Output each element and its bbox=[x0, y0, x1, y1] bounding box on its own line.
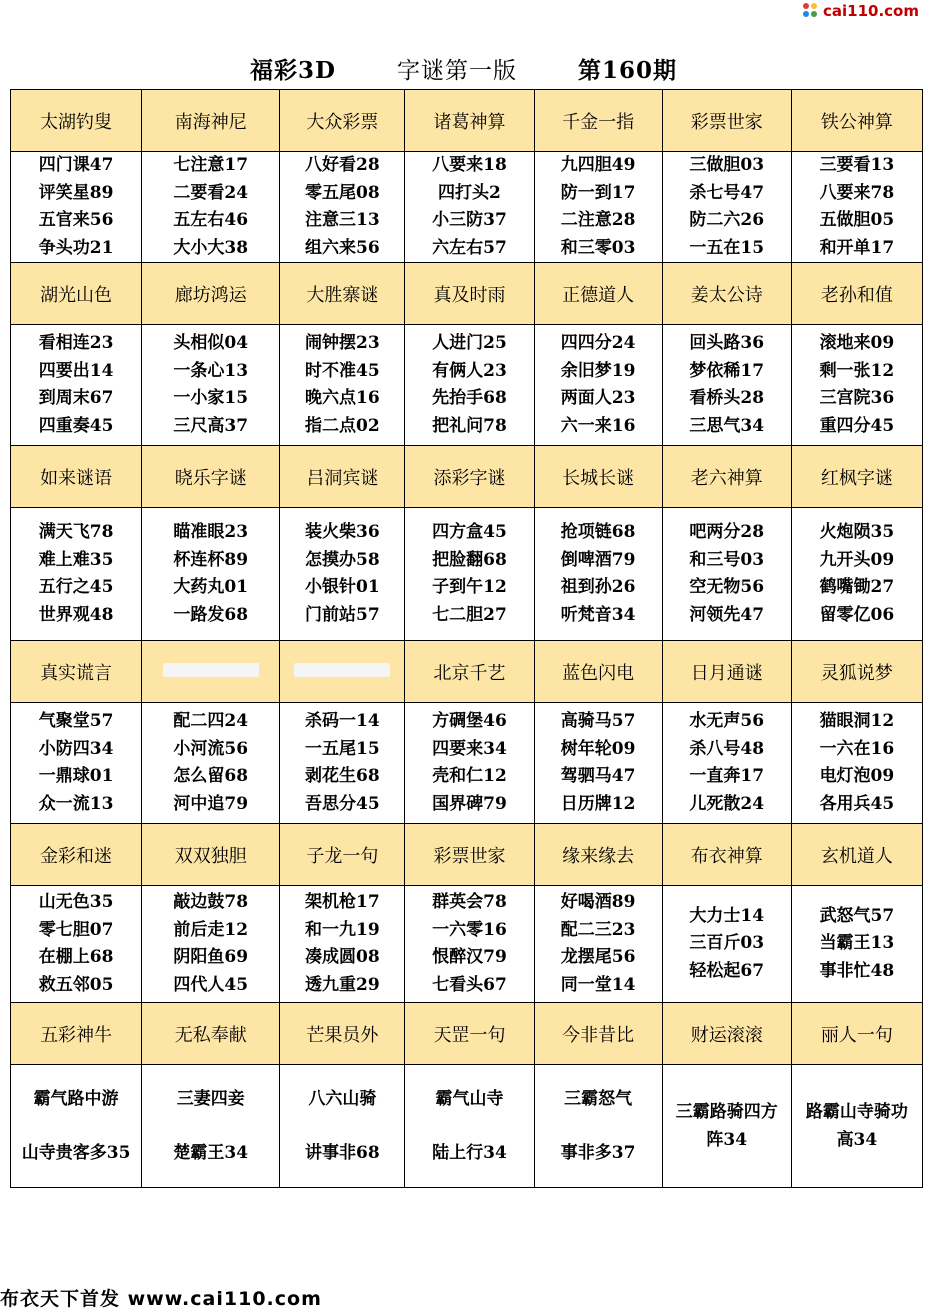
riddle-row bbox=[11, 1065, 923, 1188]
title-issue: 第160期 bbox=[577, 57, 677, 84]
riddle-line: 四方盒45 bbox=[432, 522, 507, 542]
riddle-line: 霸气路中游 bbox=[33, 1089, 119, 1109]
riddle-row bbox=[11, 325, 923, 446]
riddle-line: 和一九19 bbox=[305, 919, 380, 940]
riddle-line: 五做胆05 bbox=[819, 210, 895, 230]
riddle-line: 壳和仁12 bbox=[432, 766, 507, 786]
riddle-line: 河领先47 bbox=[689, 604, 765, 625]
riddle-cell bbox=[142, 508, 280, 641]
header-row bbox=[11, 824, 923, 886]
riddle-line: 一鼎球01 bbox=[38, 766, 114, 786]
riddle-line: 三百斤03 bbox=[689, 933, 765, 954]
riddle-line: 小河流56 bbox=[173, 738, 249, 759]
riddle-line: 九四胆49 bbox=[560, 155, 636, 175]
riddle-line: 事非忙48 bbox=[819, 960, 895, 981]
riddle-line: 组六来56 bbox=[305, 237, 380, 258]
author-header: 老六神算 bbox=[662, 446, 791, 508]
riddle-line: 配二四24 bbox=[173, 711, 249, 731]
riddle-cell bbox=[405, 508, 534, 641]
riddle-row bbox=[11, 152, 923, 263]
riddle-line: 群英会78 bbox=[432, 892, 507, 912]
riddle-line: 时不准45 bbox=[305, 360, 380, 381]
riddle-line: 看相连23 bbox=[38, 333, 114, 353]
riddle-line: 注意三13 bbox=[305, 210, 380, 230]
riddle-line: 一小家15 bbox=[173, 388, 249, 408]
riddle-cell bbox=[534, 886, 662, 1003]
riddle-line: 四打头2 bbox=[438, 182, 501, 203]
riddle-line: 门前站57 bbox=[305, 604, 380, 625]
author-header: 正德道人 bbox=[534, 263, 662, 325]
author-header: 真实谎言 bbox=[11, 641, 142, 703]
riddle-cell bbox=[280, 325, 405, 446]
author-header: 双双独胆 bbox=[142, 824, 280, 886]
riddle-line: 一条心13 bbox=[173, 360, 249, 381]
riddle-line: 倒啤酒79 bbox=[560, 549, 636, 570]
riddle-line: 八要来18 bbox=[432, 155, 507, 175]
riddle-line: 路霸山寺骑功 bbox=[805, 1102, 908, 1122]
riddle-cell bbox=[142, 325, 280, 446]
riddle-line: 气聚堂57 bbox=[38, 711, 114, 731]
riddle-line: 山无色35 bbox=[38, 892, 114, 912]
author-header: 铁公神算 bbox=[791, 90, 922, 152]
riddle-line: 七看头67 bbox=[432, 974, 507, 995]
header-row bbox=[11, 446, 923, 508]
riddle-cell bbox=[11, 152, 142, 263]
author-header: 无私奉献 bbox=[142, 1003, 280, 1065]
riddle-cell bbox=[534, 703, 662, 824]
riddle-line: 霸气山寺 bbox=[435, 1089, 504, 1109]
author-header: 廊坊鸿运 bbox=[142, 263, 280, 325]
riddle-line: 武怒气57 bbox=[819, 905, 895, 926]
riddle-line: 防一到17 bbox=[560, 182, 636, 203]
riddle-cell bbox=[11, 1065, 142, 1188]
riddle-line: 八六山骑 bbox=[308, 1089, 377, 1109]
riddle-line: 八好看28 bbox=[305, 155, 380, 175]
riddle-line: 怎摸办58 bbox=[305, 549, 380, 570]
riddle-line: 阵34 bbox=[706, 1130, 748, 1150]
riddle-line: 驾驷马47 bbox=[560, 766, 636, 786]
riddle-cell bbox=[280, 152, 405, 263]
riddle-line: 抢项链68 bbox=[560, 522, 636, 542]
riddle-cell bbox=[142, 886, 280, 1003]
riddle-line: 楚霸王34 bbox=[173, 1143, 249, 1163]
riddle-cell bbox=[11, 886, 142, 1003]
riddle-line: 凑成圆08 bbox=[305, 947, 380, 967]
riddle-row bbox=[11, 886, 923, 1003]
riddle-line: 四四分24 bbox=[560, 333, 636, 353]
riddle-line: 大小大38 bbox=[173, 237, 249, 258]
riddle-line: 杯连杯89 bbox=[173, 549, 249, 570]
riddle-line: 鹤嘴锄27 bbox=[819, 577, 895, 597]
riddle-line: 二注意28 bbox=[560, 210, 636, 230]
riddle-cell bbox=[662, 886, 791, 1003]
riddle-line: 一五在15 bbox=[689, 237, 765, 258]
riddle-line: 讲事非68 bbox=[305, 1143, 380, 1163]
riddle-cell bbox=[405, 1065, 534, 1188]
riddle-line: 配二三23 bbox=[560, 919, 636, 940]
riddle-line: 高骑马57 bbox=[560, 711, 636, 731]
riddle-line: 小三防37 bbox=[432, 210, 507, 230]
riddle-cell bbox=[662, 703, 791, 824]
riddle-cell bbox=[280, 886, 405, 1003]
riddle-line: 四要来34 bbox=[432, 738, 507, 759]
author-header: 彩票世家 bbox=[405, 824, 534, 886]
author-header: 添彩字谜 bbox=[405, 446, 534, 508]
author-header bbox=[280, 641, 405, 703]
author-header: 真及时雨 bbox=[405, 263, 534, 325]
riddle-line: 余旧梦19 bbox=[560, 360, 636, 381]
author-header: 大众彩票 bbox=[280, 90, 405, 152]
riddle-line: 龙摆尾56 bbox=[560, 947, 636, 967]
riddle-line: 四要出14 bbox=[38, 360, 114, 381]
riddle-line: 大药丸01 bbox=[173, 577, 249, 597]
line-gap bbox=[280, 1113, 404, 1139]
riddle-line: 世界观48 bbox=[38, 604, 114, 625]
riddle-line: 方碉堡46 bbox=[432, 711, 507, 731]
title-subtitle: 字谜第一版 bbox=[396, 58, 517, 84]
riddle-line: 三妻四妾 bbox=[176, 1089, 245, 1109]
author-header: 吕洞宾谜 bbox=[280, 446, 405, 508]
author-header: 蓝色闪电 bbox=[534, 641, 662, 703]
riddle-line: 电灯泡09 bbox=[819, 766, 895, 786]
riddle-cell bbox=[791, 508, 922, 641]
riddle-line: 三宫院36 bbox=[819, 388, 895, 408]
riddle-line: 小防四34 bbox=[38, 738, 114, 759]
riddle-line: 河中追79 bbox=[173, 793, 249, 814]
header-row bbox=[11, 1003, 923, 1065]
riddle-line: 救五邻05 bbox=[38, 974, 114, 995]
author-header: 老孙和值 bbox=[791, 263, 922, 325]
author-header: 如来谜语 bbox=[11, 446, 142, 508]
author-header: 五彩神牛 bbox=[11, 1003, 142, 1065]
riddle-line: 和开单17 bbox=[819, 237, 895, 258]
riddle-line: 架机枪17 bbox=[305, 892, 380, 912]
riddle-line: 九开头09 bbox=[819, 549, 895, 570]
riddle-line: 子到午12 bbox=[432, 577, 507, 597]
riddle-cell bbox=[142, 152, 280, 263]
riddle-line: 把脸翻68 bbox=[432, 549, 507, 570]
riddle-cell bbox=[662, 152, 791, 263]
riddle-cell bbox=[534, 508, 662, 641]
riddle-line: 重四分45 bbox=[819, 415, 895, 436]
riddle-cell bbox=[280, 703, 405, 824]
riddle-line: 五行之45 bbox=[38, 577, 114, 597]
riddle-line: 好喝酒89 bbox=[560, 892, 636, 912]
riddle-cell bbox=[405, 152, 534, 263]
riddle-line: 五官来56 bbox=[38, 210, 114, 230]
riddle-line: 到周末67 bbox=[38, 388, 114, 408]
riddle-line: 和三零03 bbox=[560, 237, 636, 258]
author-header: 姜太公诗 bbox=[662, 263, 791, 325]
riddle-line: 评笑星89 bbox=[38, 182, 114, 203]
author-header: 今非昔比 bbox=[534, 1003, 662, 1065]
riddle-line: 山寺贵客多35 bbox=[21, 1143, 131, 1163]
riddle-line: 当霸王13 bbox=[819, 933, 895, 954]
riddle-row bbox=[11, 703, 923, 824]
riddle-line: 三做胆03 bbox=[689, 155, 765, 175]
riddle-line: 一六零16 bbox=[432, 919, 507, 940]
riddle-line: 剥花生68 bbox=[305, 766, 380, 786]
riddle-line: 八要来78 bbox=[819, 182, 895, 203]
riddle-cell bbox=[791, 325, 922, 446]
riddle-table bbox=[10, 89, 923, 1188]
riddle-line: 有俩人23 bbox=[432, 360, 507, 381]
author-header: 湖光山色 bbox=[11, 263, 142, 325]
riddle-line: 恨醉汉79 bbox=[432, 947, 507, 967]
riddle-line: 装火柴36 bbox=[305, 522, 380, 542]
riddle-line: 零五尾08 bbox=[305, 182, 380, 203]
riddle-cell bbox=[791, 1065, 922, 1188]
riddle-line: 争头功21 bbox=[38, 237, 114, 258]
riddle-line: 高34 bbox=[836, 1130, 878, 1150]
riddle-line: 瞄准眼23 bbox=[173, 522, 249, 542]
author-header: 北京千艺 bbox=[405, 641, 534, 703]
riddle-line: 儿死散24 bbox=[689, 793, 765, 814]
riddle-line: 闹钟摆23 bbox=[305, 333, 380, 353]
riddle-line: 空无物56 bbox=[689, 577, 765, 597]
riddle-line: 三要看13 bbox=[819, 155, 895, 175]
riddle-line: 七注意17 bbox=[173, 155, 249, 175]
riddle-line: 晚六点16 bbox=[305, 388, 380, 408]
riddle-line: 日历牌12 bbox=[560, 793, 636, 814]
riddle-line: 三霸怒气 bbox=[564, 1089, 633, 1109]
author-header: 子龙一句 bbox=[280, 824, 405, 886]
riddle-line: 七二胆27 bbox=[432, 604, 507, 625]
author-header: 日月通谜 bbox=[662, 641, 791, 703]
riddle-line: 六左右57 bbox=[432, 237, 507, 258]
author-header: 财运滚滚 bbox=[662, 1003, 791, 1065]
author-header: 灵狐说梦 bbox=[791, 641, 922, 703]
riddle-line: 指二点02 bbox=[305, 415, 380, 436]
riddle-cell bbox=[405, 703, 534, 824]
riddle-cell bbox=[11, 325, 142, 446]
author-header: 丽人一句 bbox=[791, 1003, 922, 1065]
site-logo[interactable] bbox=[803, 2, 919, 20]
line-gap bbox=[535, 1113, 662, 1139]
riddle-cell bbox=[662, 325, 791, 446]
riddle-line: 水无声56 bbox=[689, 711, 765, 731]
header-row bbox=[11, 641, 923, 703]
riddle-line: 一六在16 bbox=[819, 738, 895, 759]
riddle-line: 满天飞78 bbox=[38, 522, 114, 542]
riddle-line: 留零亿06 bbox=[819, 604, 895, 625]
riddle-line: 杀七号47 bbox=[689, 182, 765, 203]
riddle-line: 透九重29 bbox=[305, 974, 380, 995]
riddle-line: 六一来16 bbox=[560, 415, 636, 436]
footer-source: 布衣天下首发 www.cai110.com bbox=[0, 1288, 322, 1310]
author-header: 天罡一句 bbox=[405, 1003, 534, 1065]
author-header: 芒果员外 bbox=[280, 1003, 405, 1065]
riddle-cell bbox=[791, 886, 922, 1003]
riddle-line: 剩一张12 bbox=[819, 360, 895, 381]
riddle-line: 四重奏45 bbox=[38, 415, 114, 436]
riddle-line: 前后走12 bbox=[173, 919, 249, 940]
riddle-line: 防二六26 bbox=[689, 210, 765, 230]
author-header: 长城长谜 bbox=[534, 446, 662, 508]
riddle-cell bbox=[534, 1065, 662, 1188]
riddle-line: 和三号03 bbox=[689, 549, 765, 570]
line-gap bbox=[11, 1113, 141, 1139]
author-header: 布衣神算 bbox=[662, 824, 791, 886]
riddle-line: 阴阳鱼69 bbox=[173, 947, 249, 967]
header-row bbox=[11, 263, 923, 325]
riddle-row bbox=[11, 508, 923, 641]
riddle-line: 一路发68 bbox=[173, 604, 249, 625]
riddle-line: 一五尾15 bbox=[305, 738, 380, 759]
author-header: 红枫字谜 bbox=[791, 446, 922, 508]
header-row bbox=[11, 90, 923, 152]
riddle-line: 难上难35 bbox=[38, 549, 114, 570]
riddle-line: 小银针01 bbox=[305, 577, 380, 597]
riddle-line: 五左右46 bbox=[173, 210, 249, 230]
riddle-line: 二要看24 bbox=[173, 182, 249, 203]
riddle-line: 祖到孙26 bbox=[560, 577, 636, 597]
riddle-line: 怎么留68 bbox=[173, 766, 249, 786]
riddle-line: 猫眼洞12 bbox=[819, 711, 895, 731]
riddle-cell bbox=[142, 1065, 280, 1188]
riddle-line: 滚地来09 bbox=[819, 333, 895, 353]
riddle-line: 轻松起67 bbox=[689, 960, 765, 981]
logo-text: cai110.com bbox=[823, 2, 919, 20]
riddle-line: 三思气34 bbox=[689, 415, 765, 436]
author-header: 缘来缘去 bbox=[534, 824, 662, 886]
redacted-mark bbox=[163, 663, 259, 677]
author-header: 太湖钓叟 bbox=[11, 90, 142, 152]
riddle-cell bbox=[662, 508, 791, 641]
page-title bbox=[0, 52, 927, 85]
author-header: 千金一指 bbox=[534, 90, 662, 152]
riddle-line: 在棚上68 bbox=[38, 947, 114, 967]
riddle-line: 吧两分28 bbox=[689, 522, 765, 542]
riddle-line: 回头路36 bbox=[689, 333, 765, 353]
line-gap bbox=[405, 1113, 533, 1139]
logo-mark-icon bbox=[803, 3, 819, 19]
author-header: 诸葛神算 bbox=[405, 90, 534, 152]
author-header: 金彩和迷 bbox=[11, 824, 142, 886]
riddle-line: 看桥头28 bbox=[689, 388, 765, 408]
riddle-cell bbox=[280, 1065, 405, 1188]
riddle-line: 先抬手68 bbox=[432, 388, 507, 408]
title-brand: 福彩3D bbox=[250, 57, 336, 84]
riddle-line: 火炮陨35 bbox=[819, 522, 895, 542]
riddle-line: 三尺高37 bbox=[173, 415, 249, 436]
riddle-line: 吾思分45 bbox=[305, 793, 380, 814]
author-header bbox=[142, 641, 280, 703]
riddle-line: 一直奔17 bbox=[689, 766, 765, 786]
riddle-line: 事非多37 bbox=[560, 1143, 636, 1163]
riddle-cell bbox=[791, 703, 922, 824]
riddle-line: 同一堂14 bbox=[560, 974, 636, 995]
redacted-mark bbox=[294, 663, 390, 677]
riddle-cell bbox=[11, 703, 142, 824]
riddle-cell bbox=[791, 152, 922, 263]
line-gap bbox=[142, 1113, 279, 1139]
riddle-line: 国界碑79 bbox=[432, 793, 507, 814]
riddle-line: 杀码一14 bbox=[305, 711, 380, 731]
author-header: 玄机道人 bbox=[791, 824, 922, 886]
author-header: 彩票世家 bbox=[662, 90, 791, 152]
riddle-line: 把礼问78 bbox=[432, 415, 507, 436]
riddle-line: 杀八号48 bbox=[689, 738, 765, 759]
riddle-cell bbox=[280, 508, 405, 641]
riddle-line: 三霸路骑四方 bbox=[675, 1102, 778, 1122]
riddle-line: 树年轮09 bbox=[560, 738, 636, 759]
riddle-cell bbox=[142, 703, 280, 824]
author-header: 大胜寨谜 bbox=[280, 263, 405, 325]
riddle-line: 四门课47 bbox=[38, 155, 114, 175]
author-header: 晓乐字谜 bbox=[142, 446, 280, 508]
riddle-line: 敲边鼓78 bbox=[173, 892, 249, 912]
riddle-cell bbox=[405, 325, 534, 446]
riddle-cell bbox=[534, 325, 662, 446]
riddle-line: 人进门25 bbox=[432, 333, 507, 353]
riddle-line: 陆上行34 bbox=[432, 1143, 507, 1163]
riddle-cell bbox=[11, 508, 142, 641]
riddle-cell bbox=[662, 1065, 791, 1188]
riddle-line: 各用兵45 bbox=[819, 793, 895, 814]
riddle-line: 四代人45 bbox=[173, 974, 249, 995]
author-header: 南海神尼 bbox=[142, 90, 280, 152]
riddle-line: 两面人23 bbox=[560, 388, 636, 408]
riddle-line: 零七胆07 bbox=[38, 919, 114, 940]
riddle-cell bbox=[405, 886, 534, 1003]
riddle-line: 听梵音34 bbox=[560, 604, 636, 625]
riddle-cell bbox=[534, 152, 662, 263]
riddle-line: 大力士14 bbox=[689, 905, 765, 926]
riddle-line: 众一流13 bbox=[38, 793, 114, 814]
riddle-line: 梦依稀17 bbox=[689, 360, 765, 381]
riddle-line: 头相似04 bbox=[173, 333, 249, 353]
